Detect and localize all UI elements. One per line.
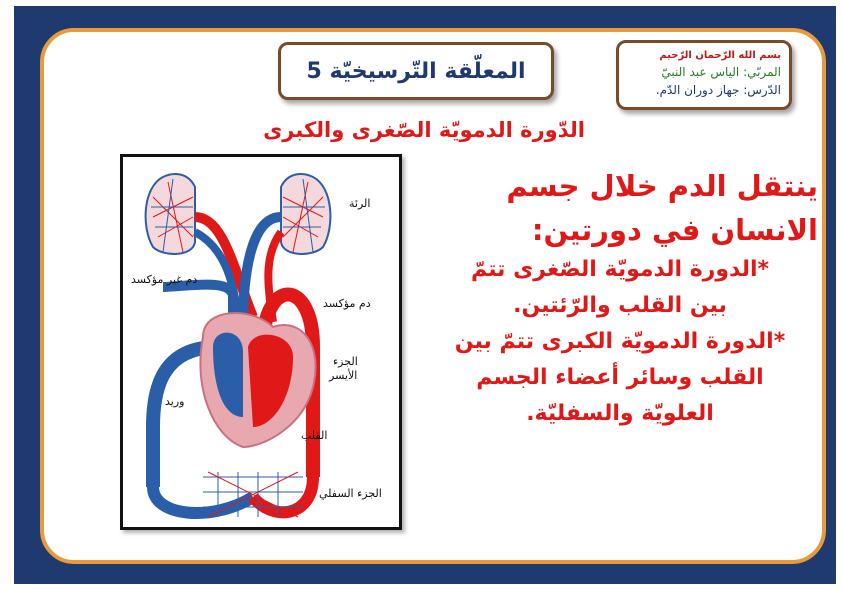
label-heart: القلب <box>301 429 328 442</box>
circulation-diagram <box>120 154 402 530</box>
background-frame <box>14 6 836 584</box>
main-line-1: ينتقل الدم خلال جسم <box>506 169 818 203</box>
lesson-text: الدّرس: جهاز دوران الدّم. <box>655 83 781 97</box>
label-left-part-2: الأيسر <box>329 369 358 382</box>
subtitle: الدّورة الدمويّة الصّغرى والكبرى <box>263 118 585 142</box>
heart <box>200 313 315 447</box>
circulation-illustration <box>123 157 399 527</box>
teacher-text: المربّي: الياس عبد النبيّ <box>661 65 781 79</box>
main-line-7: العلويّة والسفليّة. <box>526 401 714 426</box>
main-line-5: *الدورة الدمويّة الكبرى تتمّ بين <box>454 329 786 354</box>
left-lung <box>146 174 195 254</box>
label-lower-part: الجزء السفلي <box>319 487 382 500</box>
content-card <box>40 28 826 564</box>
basmala-text: بسم الله الرّحمان الرّحيم <box>659 50 781 61</box>
label-vein: وريد <box>165 395 185 408</box>
right-lung <box>281 174 330 254</box>
main-line-6: القلب وسائر أعضاء الجسم <box>476 365 764 390</box>
main-line-4: بين القلب والرّئتين. <box>513 293 727 318</box>
lower-body-capillaries <box>153 472 313 517</box>
label-left-part-1: الجزء <box>333 355 358 368</box>
label-deoxygenated: دم غير مؤكسد <box>131 273 198 286</box>
label-oxygenated: دم مؤكسد <box>323 297 371 310</box>
info-box <box>616 40 792 110</box>
page-title: المعلّقة التّرسيخيّة 5 <box>278 42 554 100</box>
main-text <box>422 164 818 432</box>
main-line-2: الانسان في دورتين: <box>531 213 818 247</box>
main-line-3: *الدورة الدمويّة الصّغرى تتمّ <box>470 257 770 282</box>
label-lungs: الرئة <box>349 197 371 210</box>
